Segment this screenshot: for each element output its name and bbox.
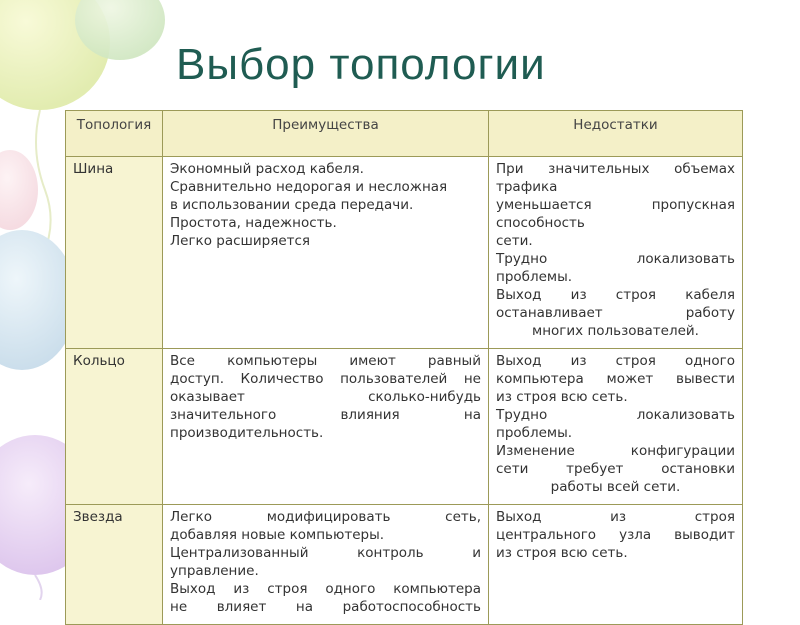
advantages-line: Сравнительно недорогая и несложная <box>170 179 448 195</box>
disadvantages-lines <box>496 508 735 562</box>
disadvantages-line: компьютера может вывести <box>496 371 735 387</box>
advantages-line: доступ. Количество пользователей не <box>170 371 481 387</box>
advantages-line: Легко модифицировать сеть, <box>170 509 481 525</box>
table-row <box>66 349 743 505</box>
advantages-line: значительного влияния на <box>170 407 481 423</box>
disadvantages-line: работы всей сети. <box>550 479 681 495</box>
disadvantages-line: Трудно локализовать <box>496 251 735 267</box>
disadvantages-line: проблемы. <box>496 269 573 285</box>
advantages-line: Все компьютеры имеют равный <box>170 353 481 369</box>
topology-name: Кольцо <box>66 349 163 505</box>
advantages-line: Централизованный контроль и <box>170 545 481 561</box>
advantages-line: в использовании среда передачи. <box>170 197 414 213</box>
disadvantages-line: Трудно локализовать <box>496 407 735 423</box>
disadvantages-cell <box>489 505 743 625</box>
advantages-line: Легко расширяется <box>170 233 311 249</box>
topology-name: Шина <box>66 157 163 349</box>
header-topology: Топология <box>66 111 163 157</box>
table-row <box>66 505 743 625</box>
advantages-line: управление. <box>170 563 259 579</box>
advantages-cell <box>163 505 489 625</box>
header-disadvantages: Недостатки <box>489 111 743 157</box>
disadvantages-line: центрального узла выводит <box>496 527 735 543</box>
advantages-line: оказывает сколько-нибудь <box>170 389 481 405</box>
advantages-lines <box>170 352 481 442</box>
disadvantages-line: Изменение конфигурации <box>496 443 735 459</box>
advantages-cell <box>163 157 489 349</box>
slide-title: Выбор топологии <box>176 40 546 89</box>
table-header-row <box>66 111 743 157</box>
advantages-line: Выход из строя одного компьютера <box>170 581 481 597</box>
advantages-lines <box>170 160 481 250</box>
disadvantages-line: из строя всю сеть. <box>496 545 628 561</box>
advantages-cell <box>163 349 489 505</box>
topology-name: Звезда <box>66 505 163 625</box>
disadvantages-lines <box>496 352 735 496</box>
disadvantages-line: Выход из строя кабеля <box>496 287 735 303</box>
disadvantages-line: сети. <box>496 233 533 249</box>
disadvantages-line: Выход из строя <box>496 509 735 525</box>
balloon-string <box>35 575 42 600</box>
disadvantages-line: из строя всю сеть. <box>496 389 628 405</box>
disadvantages-line: При значительных объемах <box>496 161 735 177</box>
disadvantages-line: Выход из строя одного <box>496 353 735 369</box>
disadvantages-line: сети требует остановки <box>496 461 735 477</box>
advantages-line: Экономный расход кабеля. <box>170 161 364 177</box>
disadvantages-cell <box>489 349 743 505</box>
disadvantages-line: способность <box>496 215 585 231</box>
disadvantages-lines <box>496 160 735 340</box>
advantages-line: Простота, надежность. <box>170 215 337 231</box>
header-advantages: Преимущества <box>163 111 489 157</box>
disadvantages-line: уменьшается пропускная <box>496 197 735 213</box>
disadvantages-line: проблемы. <box>496 425 573 441</box>
disadvantages-line: трафика <box>496 179 558 195</box>
balloon-pink-left <box>0 150 38 230</box>
advantages-line: производительность. <box>170 425 324 441</box>
advantages-line: добавляя новые компьютеры. <box>170 527 385 543</box>
table-row <box>66 157 743 349</box>
topology-comparison-table <box>65 110 743 625</box>
disadvantages-cell <box>489 157 743 349</box>
disadvantages-line: останавливает работу <box>496 305 735 321</box>
disadvantages-line: многих пользователей. <box>532 323 699 339</box>
advantages-line: не влияет на работоспособность <box>170 599 481 615</box>
